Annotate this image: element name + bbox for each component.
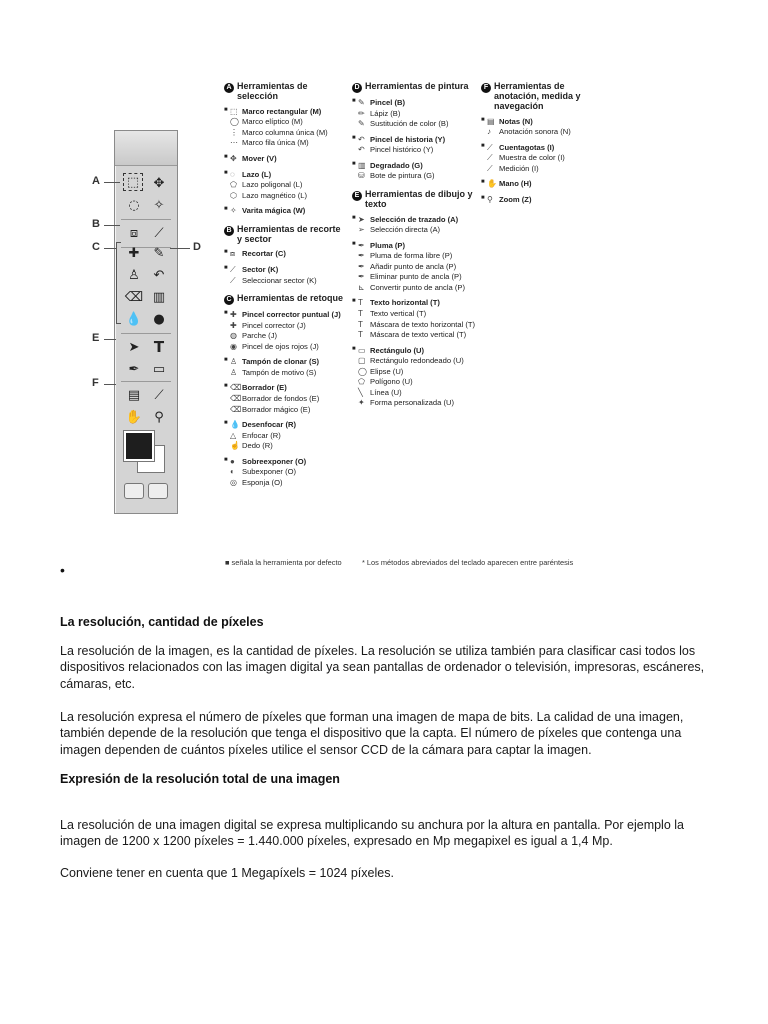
toolbox-divider (121, 381, 171, 382)
tool-group (352, 298, 477, 340)
section-title-text: Herramientas de recorte y sector (237, 223, 341, 244)
tool-list-item (352, 377, 477, 388)
tool-label: Forma personalizada (U) (370, 398, 454, 408)
tool-list-item (352, 298, 477, 309)
tool-label: Lápiz (B) (370, 108, 401, 118)
healing-brush-tool-icon[interactable]: ✚ (128, 245, 140, 261)
tool-list-item (352, 251, 477, 262)
legend-section-title (481, 82, 591, 112)
tool-icon: ⋯ (230, 138, 238, 148)
tool-group (224, 420, 344, 452)
default-marker-icon: ■ (352, 98, 356, 104)
eyedropper-tool-icon[interactable]: ⟋ (154, 387, 164, 403)
tool-label: Texto horizontal (T) (370, 298, 440, 308)
section-badge-icon: E (352, 191, 362, 201)
tool-label: Dedo (R) (242, 441, 273, 451)
paragraph-2: La resolución expresa el número de píxeles que forman una imagen de mapa de bits. La calidad de una imagen, también depende de la resolución que tenga el dispositivo que la capta. El número de píxeles que contenga una imagen dependen de cuántos píxeles utilice el sensor CCD de la cámara para captar la imagen. (60, 710, 684, 757)
default-marker-icon: ■ (481, 179, 485, 186)
tool-label: Mano (H) (499, 179, 532, 189)
tool-icon: ◎ (230, 477, 237, 487)
tool-list-item (224, 117, 344, 128)
section-title-text: Herramientas de retoque (237, 293, 344, 304)
tool-list-item (224, 383, 344, 394)
tool-icon: ♙ (230, 357, 238, 367)
default-marker-icon: ■ (224, 153, 228, 160)
tool-icon: ⌫ (230, 404, 242, 414)
tool-label: Esponja (O) (242, 477, 283, 487)
shape-tool-icon[interactable]: ▭ (152, 361, 166, 377)
tool-list-item (224, 467, 344, 478)
footnote-shortcuts: * Los métodos abreviados del teclado aparecen entre paréntesis (362, 558, 574, 567)
marquee-tool-icon[interactable]: ⬚ (123, 173, 143, 191)
tool-icon: ⟋ (487, 142, 493, 152)
tool-icon: T (358, 330, 363, 340)
tool-icon: △ (230, 430, 237, 440)
tool-list-item (224, 394, 344, 405)
tool-label: Pincel corrector puntual (J) (242, 310, 341, 320)
default-marker-icon: ■ (352, 345, 356, 352)
tool-icon: ↶ (358, 134, 365, 144)
eraser-tool-icon[interactable]: ⌫ (124, 289, 144, 305)
legend-section-d (352, 82, 477, 182)
tool-label: Rectángulo (U) (370, 345, 424, 355)
tool-label: Texto vertical (T) (370, 308, 427, 318)
default-marker-icon: ■ (481, 194, 485, 201)
tool-list-item (481, 195, 591, 206)
section-title-text: Herramientas de anotación, medida y navegación (494, 81, 581, 111)
tool-label: Lazo poligonal (L) (242, 180, 303, 190)
tool-label: Sustitución de color (B) (370, 119, 449, 129)
path-selection-tool-icon[interactable]: ➤ (128, 339, 140, 355)
tool-label: Pincel de historia (Y) (370, 134, 446, 144)
tool-icon: ⧈ (230, 249, 236, 259)
default-marker-icon: ■ (481, 116, 485, 123)
callout-line-b (104, 225, 120, 226)
tool-list-item (224, 107, 344, 118)
tool-group (481, 179, 591, 190)
tool-list-item (224, 265, 344, 276)
tool-list-item (224, 441, 344, 452)
tool-group (352, 135, 477, 156)
heading-total-resolution: Expresión de la resolución total de una imagen (60, 772, 340, 786)
tool-list-item (481, 153, 591, 164)
tool-icon: ✧ (230, 206, 237, 216)
tool-label: Cuentagotas (I) (499, 142, 555, 152)
tool-icon: ✒ (358, 261, 365, 271)
tool-list-item (224, 420, 344, 431)
lasso-tool-icon[interactable]: ◌ (128, 197, 140, 213)
callout-label-e: E (92, 332, 100, 344)
tool-list-item (352, 356, 477, 367)
default-marker-icon: ■ (352, 134, 356, 141)
tool-label: Borrador (E) (242, 383, 287, 393)
heading-resolution: La resolución, cantidad de píxeles (60, 615, 264, 629)
tool-icon: ⟋ (487, 163, 493, 173)
tool-icon: ⬡ (230, 190, 237, 200)
tool-list-item (224, 206, 344, 217)
tool-label: Pincel de ojos rojos (J) (242, 341, 319, 351)
section-badge-icon: C (224, 295, 234, 305)
tool-list-item (352, 109, 477, 120)
tool-label: Mover (V) (242, 153, 277, 163)
tool-list-item (224, 357, 344, 368)
tool-label: Marco elíptico (M) (242, 117, 303, 127)
tool-icon: ◯ (230, 117, 239, 127)
tool-label: Notas (N) (499, 116, 533, 126)
tool-list-item (481, 164, 591, 175)
tool-group (481, 143, 591, 175)
tool-list-item (352, 330, 477, 341)
blur-tool-icon[interactable]: 💧 (125, 311, 143, 327)
default-marker-icon: ■ (224, 265, 228, 272)
tool-icon: ♙ (230, 367, 238, 377)
legend-section-f (481, 82, 591, 206)
toolbox-divider (121, 333, 171, 334)
gradient-tool-icon[interactable]: ▥ (152, 289, 166, 305)
tool-label: Máscara de texto horizontal (T) (370, 319, 476, 329)
paragraph-3: La resolución de una imagen digital se expresa multiplicando su anchura por la altura en pantalla. Por ejemplo la imagen de 1200 x 1200 píxeles = 1.440.000 píxeles, expresado en Mp megapixel es igual a 1,4 Mp. (60, 818, 684, 849)
callout-line-a (104, 182, 120, 183)
tool-label: Sector (K) (242, 265, 279, 275)
tool-list-item (224, 368, 344, 379)
legend-section-title (352, 190, 477, 210)
tool-label: Eliminar punto de ancla (P) (370, 272, 462, 282)
tool-icon: ⋮ (230, 127, 238, 137)
tool-label: Selección directa (A) (370, 225, 441, 235)
tool-list-item (224, 342, 344, 353)
tool-icon: ✋ (487, 179, 497, 189)
default-marker-icon: ■ (352, 240, 356, 247)
tool-group (224, 265, 344, 286)
legend-section-c (224, 294, 344, 488)
tool-list-item (352, 98, 477, 109)
tool-label: Enfocar (R) (242, 430, 281, 440)
tool-icon: ⚲ (487, 194, 493, 204)
tool-label: Lazo (L) (242, 169, 272, 179)
tool-label: Seleccionar sector (K) (242, 275, 317, 285)
legend-column-1 (224, 82, 344, 493)
tool-list-item (481, 143, 591, 154)
tool-label: Borrador mágico (E) (242, 404, 311, 414)
tool-group (352, 161, 477, 182)
tool-label: Rectángulo redondeado (U) (370, 356, 464, 366)
tool-icon: ◍ (230, 331, 237, 341)
default-marker-icon: ■ (224, 169, 228, 176)
paragraph-4: Conviene tener en cuenta que 1 Megapíxels = 1024 píxeles. (60, 866, 394, 880)
clone-stamp-tool-icon[interactable]: ♙ (128, 267, 140, 283)
tool-icon: ▭ (358, 345, 366, 355)
tool-list-item (224, 321, 344, 332)
tool-list-item (224, 154, 344, 165)
tool-label: Selección de trazado (A) (370, 214, 459, 224)
callout-line-f (104, 384, 116, 385)
tool-label: Muestra de color (I) (499, 153, 565, 163)
tool-list-item (224, 405, 344, 416)
section-badge-icon: F (481, 83, 491, 93)
tool-list-item (352, 225, 477, 236)
tool-group (352, 241, 477, 294)
tool-label: Desenfocar (R) (242, 420, 297, 430)
tool-label: Bote de pintura (G) (370, 171, 435, 181)
tool-label: Convertir punto de ancla (P) (370, 282, 465, 292)
tool-list-item (481, 127, 591, 138)
default-marker-icon: ■ (224, 310, 228, 317)
tool-icon: ✚ (230, 320, 237, 330)
tool-list-item (352, 262, 477, 273)
tool-group (224, 310, 344, 352)
legend-section-title (224, 82, 344, 102)
tool-label: Parche (J) (242, 331, 278, 341)
tool-icon: ● (230, 456, 235, 466)
tool-label: Recortar (C) (242, 249, 286, 259)
tool-icon: ▢ (358, 356, 366, 366)
tool-icon: ⬚ (230, 106, 238, 116)
legend-section-title (224, 225, 344, 245)
tool-label: Lazo magnético (L) (242, 190, 308, 200)
tool-icon: T (358, 298, 363, 308)
toolbox-divider (121, 219, 171, 220)
tool-label: Medición (I) (499, 163, 539, 173)
legend-section-a (224, 82, 344, 217)
callout-line-e (104, 339, 116, 340)
tool-group (224, 170, 344, 202)
paragraph-1: La resolución de la imagen, es la cantidad de píxeles. La resolución se utiliza también para clasificar casi todos los dispositivos relacionados con las imagen digital ya sean pantallas de ordenador o televisión, impresoras, escáneres, cámaras, etc. (60, 644, 705, 691)
tool-label: Línea (U) (370, 387, 402, 397)
callout-bracket-c (116, 242, 121, 324)
callout-label-c: C (92, 241, 100, 253)
tool-icon: ✏ (358, 108, 365, 118)
tool-list-item (224, 170, 344, 181)
tool-icon: ✒ (358, 251, 365, 261)
tool-label: Tampón de clonar (S) (242, 357, 320, 367)
default-marker-icon: ■ (352, 298, 356, 305)
tool-label: Anotación sonora (N) (499, 127, 571, 137)
notes-tool-icon[interactable]: ▤ (127, 387, 141, 403)
default-marker-icon: ■ (224, 249, 228, 256)
tool-icon: ✒ (358, 240, 365, 250)
tool-icon: ◯ (358, 366, 367, 376)
tool-label: Máscara de texto vertical (T) (370, 330, 467, 340)
tool-label: Marco columna única (M) (242, 127, 328, 137)
tool-label: Pincel histórico (Y) (370, 145, 434, 155)
tool-list-item (224, 191, 344, 202)
tool-group (481, 117, 591, 138)
tool-group (224, 107, 344, 149)
tool-label: Degradado (G) (370, 160, 423, 170)
tool-list-item (352, 367, 477, 378)
tool-icon: ☝ (230, 441, 240, 451)
tool-group (224, 249, 344, 260)
tool-icon: ➢ (358, 225, 365, 235)
tool-icon: ◉ (230, 341, 237, 351)
tool-list-item (352, 161, 477, 172)
tool-icon: ⬠ (358, 377, 365, 387)
tool-label: Tampón de motivo (S) (242, 367, 317, 377)
pen-tool-icon[interactable]: ✒ (128, 361, 140, 377)
tool-list-item (352, 215, 477, 226)
tool-list-item (224, 457, 344, 468)
legend-column-3 (481, 82, 591, 211)
tool-icon: ▤ (487, 116, 495, 126)
tool-icon: ✚ (230, 310, 237, 320)
tool-icon: ▥ (358, 160, 366, 170)
tool-icon: ⟋ (487, 153, 493, 163)
legend-section-b (224, 225, 344, 286)
list-bullet: • (60, 562, 65, 578)
tool-label: Pluma de forma libre (P) (370, 251, 453, 261)
tool-icon: ✎ (358, 119, 365, 129)
section-title-text: Herramientas de selección (237, 81, 308, 101)
default-marker-icon: ■ (352, 214, 356, 221)
tool-label: Elipse (U) (370, 366, 404, 376)
tool-icon: ✒ (358, 272, 365, 282)
history-brush-tool-icon[interactable]: ↶ (153, 267, 165, 283)
default-marker-icon: ■ (224, 206, 228, 213)
tool-list-item (224, 249, 344, 260)
default-marker-icon: ■ (224, 420, 228, 427)
tool-group (481, 195, 591, 206)
legend-section-title (224, 294, 344, 305)
footnote-default-text: señala la herramienta por defecto (231, 558, 342, 567)
tool-list-item (224, 128, 344, 139)
tool-list-item (352, 135, 477, 146)
tool-label: Varita mágica (W) (242, 206, 306, 216)
tool-label: Borrador de fondos (E) (242, 393, 320, 403)
tool-list-item (352, 171, 477, 182)
callout-label-d: D (193, 241, 201, 253)
default-marker-icon: ■ (224, 357, 228, 364)
tool-icon: ⟋ (230, 265, 236, 275)
tool-group (352, 346, 477, 409)
tool-label: Añadir punto de ancla (P) (370, 261, 457, 271)
section-badge-icon: A (224, 83, 234, 93)
tool-icon: 💧 (230, 420, 240, 430)
tool-list-item (352, 388, 477, 399)
tool-label: Pluma (P) (370, 240, 406, 250)
tool-list-item (224, 431, 344, 442)
callout-label-b: B (92, 218, 100, 230)
callout-line-d (170, 248, 190, 249)
tool-list-item (352, 145, 477, 156)
callout-label-f: F (92, 377, 99, 389)
slice-tool-icon[interactable]: ⟋ (154, 225, 164, 241)
footnote-default: ■ señala la herramienta por defecto (225, 558, 342, 567)
default-marker-icon: ■ (352, 160, 356, 167)
tool-icon: ✦ (358, 398, 365, 408)
tool-label: Pincel corrector (J) (242, 320, 306, 330)
legend-section-title (352, 82, 477, 93)
tool-label: Zoom (Z) (499, 194, 532, 204)
zoom-tool-icon[interactable]: ⚲ (154, 409, 164, 425)
tool-icon: ⌫ (230, 393, 242, 403)
tool-group (224, 206, 344, 217)
tool-group (224, 357, 344, 378)
callout-line-c (104, 248, 116, 249)
tool-label: Subexponer (O) (242, 467, 297, 477)
brush-tool-icon[interactable]: ✎ (153, 245, 165, 261)
tool-icon: ╲ (358, 387, 363, 397)
tool-icon: ⌫ (230, 383, 242, 393)
tool-icon: ↶ (358, 145, 365, 155)
section-badge-icon: B (224, 226, 234, 236)
foreground-color-swatch[interactable] (124, 431, 154, 461)
tool-list-item (352, 346, 477, 357)
legend-column-2 (352, 82, 477, 414)
tool-label: Pincel (B) (370, 98, 406, 107)
standard-mode-button[interactable] (124, 483, 144, 499)
default-marker-icon: ■ (224, 106, 228, 113)
default-marker-icon: ■ (224, 456, 228, 463)
tool-list-item (352, 309, 477, 320)
section-title-text: Herramientas de pintura (365, 81, 469, 91)
default-marker-icon: ■ (224, 383, 228, 390)
tool-label: Marco rectangular (M) (242, 106, 322, 116)
tool-list-item (224, 310, 344, 321)
tool-list-item (224, 138, 344, 149)
tool-list-item (224, 276, 344, 287)
dodge-tool-icon[interactable]: ● (153, 311, 165, 327)
tool-list-item (481, 179, 591, 190)
tool-list-item (481, 117, 591, 128)
tool-label: Polígono (U) (370, 377, 413, 387)
tool-icon: ⛁ (358, 171, 365, 181)
tool-icon: T (358, 308, 363, 318)
tool-label: Marco fila única (M) (242, 138, 309, 148)
section-title-text: Herramientas de dibujo y texto (365, 188, 473, 209)
default-marker-icon: ■ (481, 142, 485, 149)
tool-list-item (224, 331, 344, 342)
move-tool-icon[interactable]: ✥ (153, 175, 165, 191)
tool-list-item (352, 241, 477, 252)
toolbox-header (115, 131, 177, 166)
hand-tool-icon[interactable]: ✋ (125, 409, 143, 425)
tool-icon: ⊾ (358, 282, 365, 292)
tool-list-item (352, 320, 477, 331)
tool-label: Sobreexponer (O) (242, 456, 307, 466)
tool-icon: ♪ (487, 127, 491, 137)
tool-icon: ➤ (358, 214, 365, 224)
callout-label-a: A (92, 175, 100, 187)
tool-group (224, 154, 344, 165)
quick-mask-button[interactable] (148, 483, 168, 499)
section-badge-icon: D (352, 83, 362, 93)
tool-list-item (352, 283, 477, 294)
tool-group (224, 457, 344, 489)
tool-icon: T (358, 319, 363, 329)
tool-icon: ⬠ (230, 180, 237, 190)
tool-icon: ◐ (230, 467, 235, 477)
tool-icon: ◌ (230, 169, 235, 179)
tool-list-item (352, 272, 477, 283)
tool-icon: ✥ (230, 153, 237, 163)
tool-list-item (352, 398, 477, 409)
photoshop-toolbox (114, 130, 178, 514)
tool-group (352, 98, 477, 130)
tool-group (224, 383, 344, 415)
tool-list-item (224, 478, 344, 489)
legend-section-e (352, 190, 477, 409)
tool-list-item (224, 180, 344, 191)
crop-tool-icon[interactable]: ⧈ (129, 225, 139, 241)
type-tool-icon[interactable]: T (153, 338, 165, 356)
magic-wand-tool-icon[interactable]: ✧ (153, 197, 165, 213)
tool-icon: ✎ (358, 98, 365, 107)
tool-group (352, 215, 477, 236)
tool-icon: ⟋ (230, 275, 236, 285)
tool-list-item (352, 119, 477, 130)
